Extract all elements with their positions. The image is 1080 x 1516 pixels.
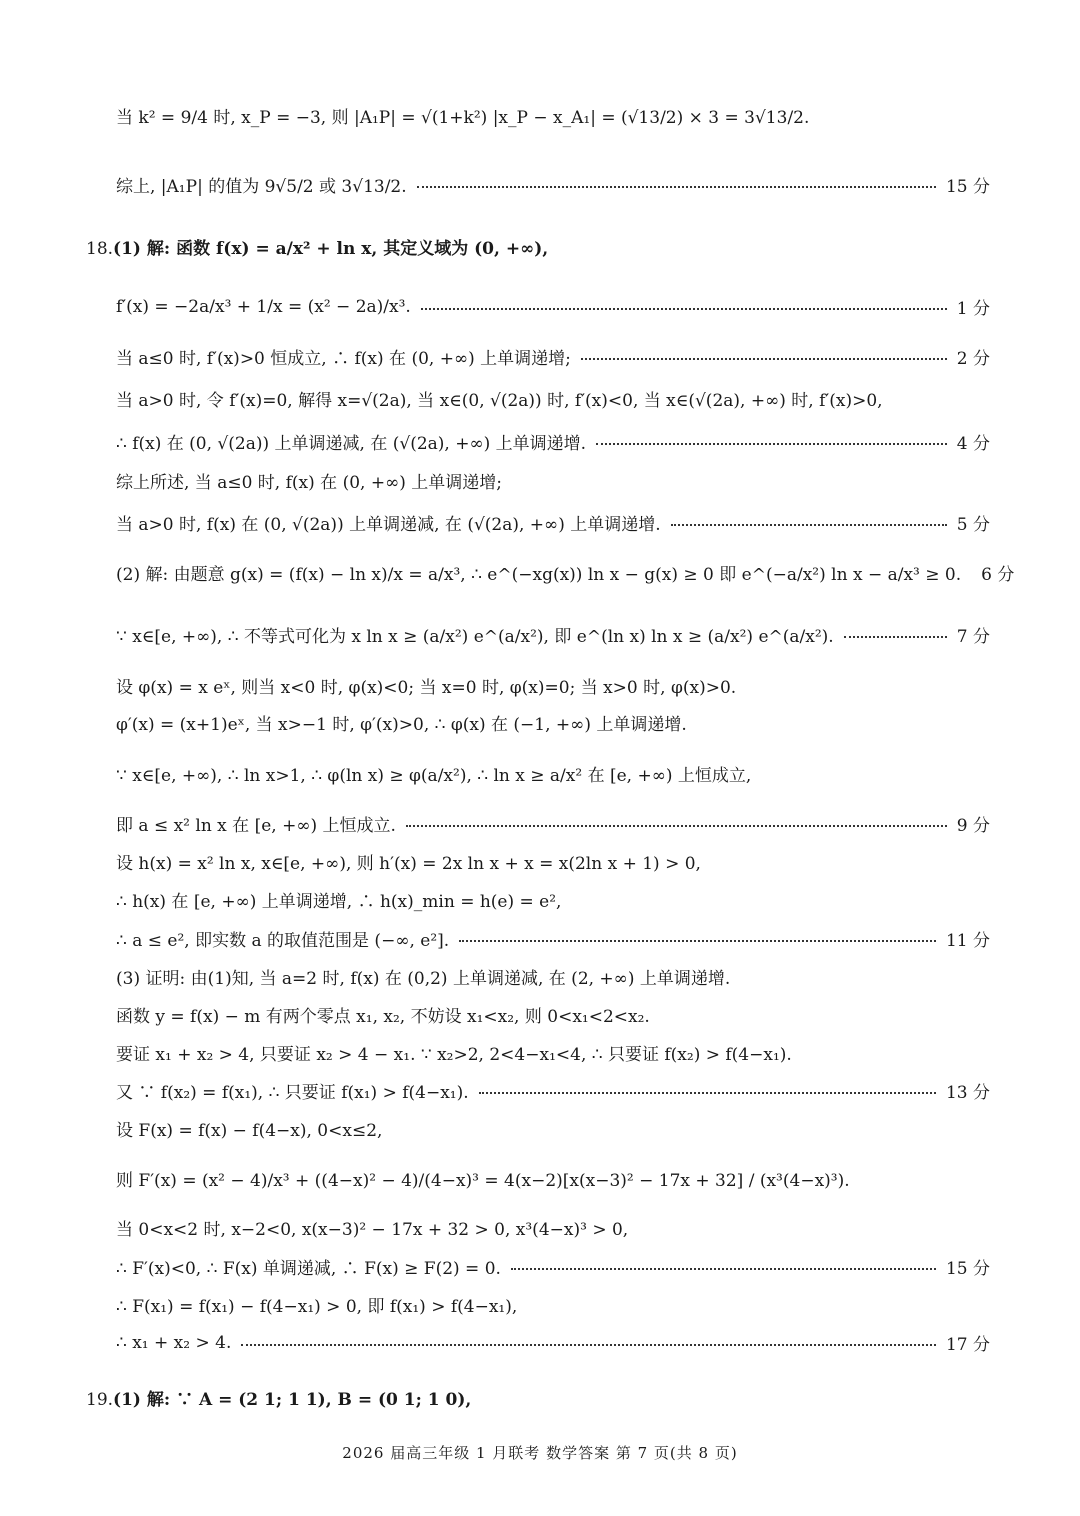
- leader-dots: [421, 308, 947, 310]
- question-19-heading: [86, 1385, 471, 1410]
- leader-dots: [459, 940, 936, 942]
- solution-line-2: 综上, |A₁P| 的值为 9√5/2 或 3√13/2. 15 分: [116, 172, 990, 197]
- solution-line-13: ∵ x∈[e, +∞), ∴ ln x>1, ∴ φ(ln x) ≥ φ(a/x²), ∴ ln x ≥ a/x² 在 [e, +∞) 上恒成立,: [116, 766, 752, 786]
- leader-dots: [844, 636, 947, 638]
- score: 7 分: [956, 627, 990, 647]
- solution-line-16: ∴ h(x) 在 [e, +∞) 上单调递增, ∴ h(x)_min = h(e) = e²,: [116, 892, 562, 912]
- page-footer: 2026 届高三年级 1 月联考 数学答案 第 7 页(共 8 页): [342, 1444, 738, 1462]
- solution-line-12: φ′(x) = (x+1)eˣ, 当 x>−1 时, φ′(x)>0, ∴ φ(x) 在 (−1, +∞) 上单调递增.: [116, 715, 687, 735]
- solution-line-21: 又 ∵ f(x₂) = f(x₁), ∴ 只要证 f(x₁) > f(4−x₁). 13 分: [116, 1078, 990, 1103]
- solution-line-10: ∵ x∈[e, +∞), ∴ 不等式可化为 x ln x ≥ (a/x²) e^(a/x²), 即 e^(ln x) ln x ≥ (a/x²) e^(a/x²). 7 分: [116, 622, 990, 647]
- solution-line-17: ∴ a ≤ e², 即实数 a 的取值范围是 (−∞, e²]. 11 分: [116, 926, 990, 951]
- question-number: 19.: [86, 1390, 114, 1410]
- question-text: (1) 解: 函数 f(x) = a/x² + ln x, 其定义域为 (0, +∞),: [113, 239, 549, 259]
- score: 1 分: [956, 299, 990, 319]
- solution-line-24: 当 0<x<2 时, x−2<0, x(x−3)² − 17x + 32 > 0, x³(4−x)³ > 0,: [116, 1220, 629, 1240]
- score: 5 分: [956, 515, 990, 535]
- leader-dots: [596, 443, 947, 445]
- solution-line-1: 当 k² = 9/4 时, x_P = −3, 则 |A₁P| = √(1+k²) |x_P − x_A₁| = (√13/2) × 3 = 3√13/2.: [116, 108, 810, 128]
- leader-dots: [479, 1092, 936, 1094]
- question-18-heading: [86, 234, 548, 259]
- solution-line-3: f′(x) = −2a/x³ + 1/x = (x² − 2a)/x³. 1 分: [116, 294, 990, 319]
- leader-dots: [406, 825, 947, 827]
- solution-line-25: ∴ F′(x)<0, ∴ F(x) 单调递减, ∴ F(x) ≥ F(2) = 0. 15 分: [116, 1254, 990, 1279]
- leader-dots: [581, 358, 947, 360]
- question-text: (1) 解: ∵ A = (2 1; 1 1), B = (0 1; 1 0),: [113, 1390, 472, 1410]
- score: 17 分: [945, 1335, 990, 1355]
- solution-line-8: 当 a>0 时, f(x) 在 (0, √(2a)) 上单调递减, 在 (√(2a), +∞) 上单调递增. 5 分: [116, 510, 990, 535]
- leader-dots: [511, 1268, 936, 1270]
- solution-line-7: 综上所述, 当 a≤0 时, f(x) 在 (0, +∞) 上单调递增;: [116, 473, 502, 493]
- score: 15 分: [945, 1259, 990, 1279]
- score: 9 分: [956, 816, 990, 836]
- solution-line-11: 设 φ(x) = x eˣ, 则当 x<0 时, φ(x)<0; 当 x=0 时, φ(x)=0; 当 x>0 时, φ(x)>0.: [116, 678, 737, 698]
- solution-line-27: ∴ x₁ + x₂ > 4. 17 分: [116, 1330, 990, 1355]
- solution-line-6: ∴ f(x) 在 (0, √(2a)) 上单调递减, 在 (√(2a), +∞) 上单调递增. 4 分: [116, 429, 990, 454]
- solution-line-23: 则 F′(x) = (x² − 4)/x³ + ((4−x)² − 4)/(4−x)³ = 4(x−2)[x(x−3)² − 17x + 32] / (x³(4−x)³).: [116, 1171, 850, 1191]
- score: 2 分: [956, 349, 990, 369]
- score: 11 分: [945, 931, 990, 951]
- solution-line-19: 函数 y = f(x) − m 有两个零点 x₁, x₂, 不妨设 x₁<x₂, 则 0<x₁<2<x₂.: [116, 1007, 650, 1027]
- solution-line-20: 要证 x₁ + x₂ > 4, 只要证 x₂ > 4 − x₁. ∵ x₂>2, 2<4−x₁<4, ∴ 只要证 f(x₂) > f(4−x₁).: [116, 1045, 792, 1065]
- score: 6 分: [981, 565, 1015, 585]
- leader-dots: [241, 1344, 936, 1346]
- solution-line-4: 当 a≤0 时, f′(x)>0 恒成立, ∴ f(x) 在 (0, +∞) 上单调递增; 2 分: [116, 344, 990, 369]
- solution-line-9: (2) 解: 由题意 g(x) = (f(x) − ln x)/x = a/x³, ∴ e^(−xg(x)) ln x − g(x) ≥ 0 即 e^(−a/x²) ln x − a/x³ ≥ 0. 6 分: [116, 560, 990, 585]
- solution-line-18: (3) 证明: 由(1)知, 当 a=2 时, f(x) 在 (0,2) 上单调递减, 在 (2, +∞) 上单调递增.: [116, 969, 731, 989]
- solution-line-26: ∴ F(x₁) = f(x₁) − f(4−x₁) > 0, 即 f(x₁) > f(4−x₁),: [116, 1297, 518, 1317]
- solution-line-22: 设 F(x) = f(x) − f(4−x), 0<x≤2,: [116, 1121, 383, 1141]
- solution-line-5: 当 a>0 时, 令 f′(x)=0, 解得 x=√(2a), 当 x∈(0, √(2a)) 时, f′(x)<0, 当 x∈(√(2a), +∞) 时, f′(x)>0,: [116, 391, 883, 411]
- score: 15 分: [945, 177, 990, 197]
- solution-line-14: 即 a ≤ x² ln x 在 [e, +∞) 上恒成立. 9 分: [116, 811, 990, 836]
- question-number: 18.: [86, 239, 114, 259]
- solution-line-15: 设 h(x) = x² ln x, x∈[e, +∞), 则 h′(x) = 2x ln x + x = x(2ln x + 1) > 0,: [116, 854, 701, 874]
- leader-dots: [671, 524, 947, 526]
- leader-dots: [417, 186, 936, 188]
- score: 4 分: [956, 434, 990, 454]
- score: 13 分: [945, 1083, 990, 1103]
